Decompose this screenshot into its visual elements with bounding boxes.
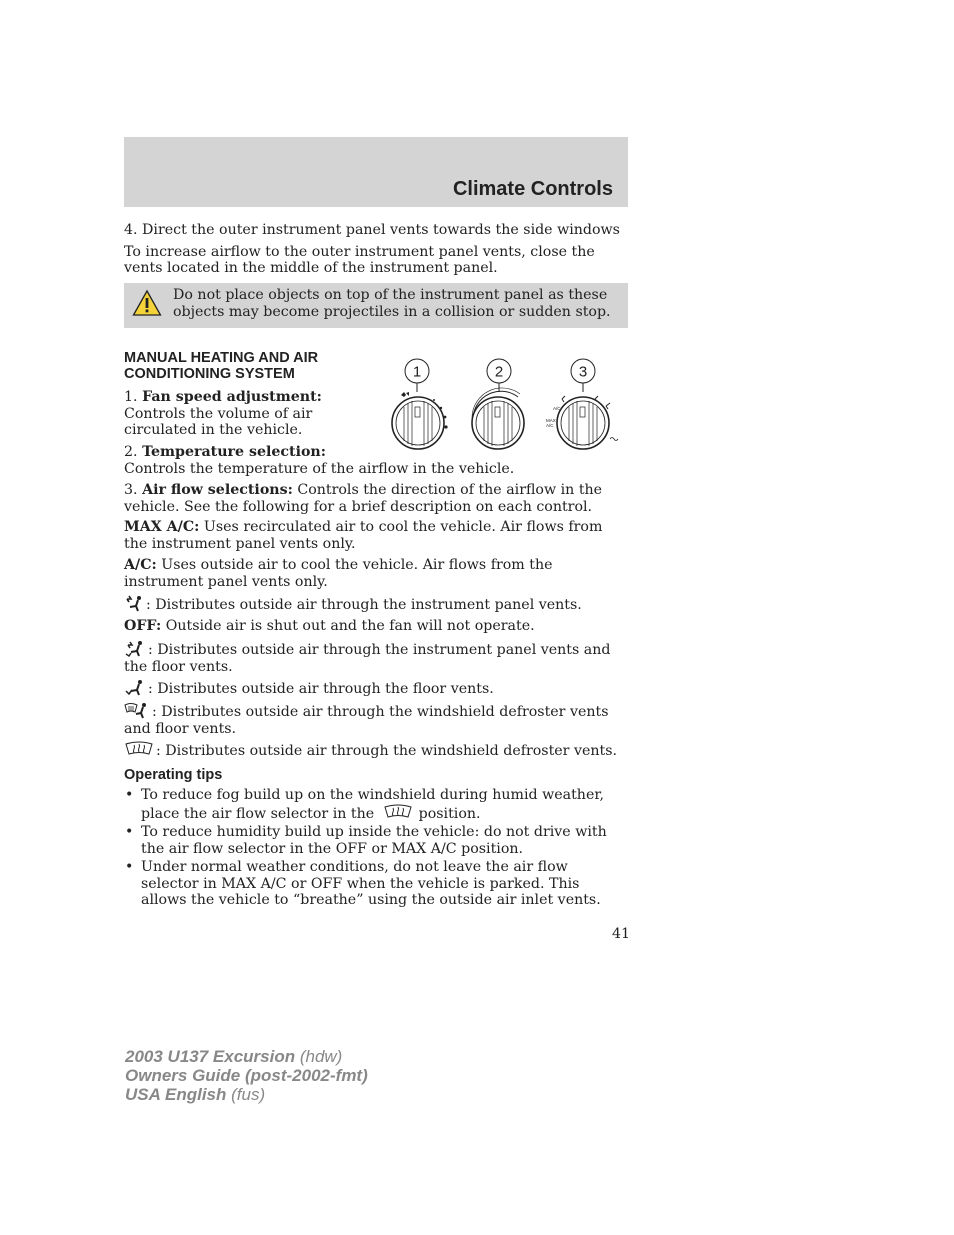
mode-panel: : Distributes outside air through the instrument panel vents. bbox=[124, 595, 628, 614]
airflow-note: To increase airflow to the outer instrument panel vents, close the vents located in the middle of the instrument panel. bbox=[124, 243, 595, 276]
intro-section bbox=[124, 222, 628, 277]
warning-box bbox=[124, 283, 628, 328]
tips-list bbox=[124, 787, 628, 911]
header-band bbox=[124, 137, 628, 207]
svg-text:A/C: A/C bbox=[553, 406, 561, 411]
temperature-knob bbox=[472, 388, 524, 449]
footer-line-1: 2003 U137 Excursion (hdw) bbox=[125, 1047, 343, 1066]
mode-off: OFF: Outside air is shut out and the fan will not operate. bbox=[124, 618, 535, 634]
svg-text:MAX: MAX bbox=[546, 418, 556, 423]
mode-defrost: : Distributes outside air through the windshield defroster vents. bbox=[124, 741, 628, 760]
mode-max-ac: MAX A/C: Uses recirculated air to cool the vehicle. Air flows from the instrument panel vents only. bbox=[124, 519, 603, 552]
list-item: • Under normal weather conditions, do not leave the air flow selector in MAX A/C or OFF when the vehicle is parked. This allows the vehicle to “breathe” using the outside air inlet vents. bbox=[125, 859, 601, 908]
panel-floor-icon bbox=[124, 640, 146, 657]
svg-text:1: 1 bbox=[412, 363, 422, 381]
page-number: 41 bbox=[612, 926, 631, 942]
item-3: 3. Air flow selections: Controls the direction of the airflow in the vehicle. See the following for a brief description on each control. bbox=[124, 482, 603, 515]
defrost-icon bbox=[124, 741, 154, 758]
mode-ac: A/C: Uses outside air to cool the vehicle. Air flows from the instrument panel vents only. bbox=[124, 557, 553, 590]
defrost-floor-icon bbox=[124, 702, 150, 719]
warning-triangle-icon bbox=[132, 289, 162, 317]
callout-1 bbox=[405, 359, 429, 392]
footer-line-2: Owners Guide (post-2002-fmt) bbox=[125, 1066, 368, 1085]
svg-text:3: 3 bbox=[578, 363, 588, 381]
section-heading: MANUAL HEATING AND AIR CONDITIONING SYSTEM bbox=[124, 350, 319, 382]
mode-floor: : Distributes outside air through the floor vents. bbox=[124, 679, 628, 698]
svg-text:A/C: A/C bbox=[546, 423, 554, 428]
item-1: 1. Fan speed adjustment: Controls the volume of air circulated in the vehicle. bbox=[124, 389, 322, 438]
svg-text:2: 2 bbox=[494, 363, 504, 381]
fan-speed-knob bbox=[392, 392, 448, 449]
defrost-icon bbox=[383, 804, 413, 821]
panel-vent-icon bbox=[124, 595, 144, 612]
document-footer bbox=[125, 1047, 368, 1104]
step-4-text: 4. Direct the outer instrument panel vents towards the side windows bbox=[124, 222, 620, 238]
callout-3 bbox=[571, 359, 595, 392]
mode-defrost-floor: : Distributes outside air through the windshield defroster vents and floor vents. bbox=[124, 704, 609, 737]
warning-text: Do not place objects on top of the instrument panel as these objects may become projectiles in a collision or sudden stop. bbox=[173, 287, 611, 320]
item-2: 2. Temperature selection: Controls the temperature of the airflow in the vehicle. bbox=[124, 444, 515, 477]
page-title: Climate Controls bbox=[452, 178, 613, 200]
footer-line-3: USA English (fus) bbox=[125, 1085, 266, 1104]
list-item: • To reduce fog build up on the windshield during humid weather, place the air flow selector in the position. bbox=[125, 787, 605, 822]
floor-vent-icon bbox=[124, 679, 146, 696]
mode-panel-floor: : Distributes outside air through the instrument panel vents and the floor vents. bbox=[124, 642, 611, 675]
operating-tips-heading: Operating tips bbox=[124, 767, 223, 783]
air-flow-knob bbox=[546, 396, 618, 449]
callout-2 bbox=[487, 359, 511, 392]
list-item: • To reduce humidity build up inside the vehicle: do not drive with the air flow selector in the OFF or MAX A/C position. bbox=[125, 824, 607, 857]
climate-knobs-figure bbox=[388, 355, 628, 455]
